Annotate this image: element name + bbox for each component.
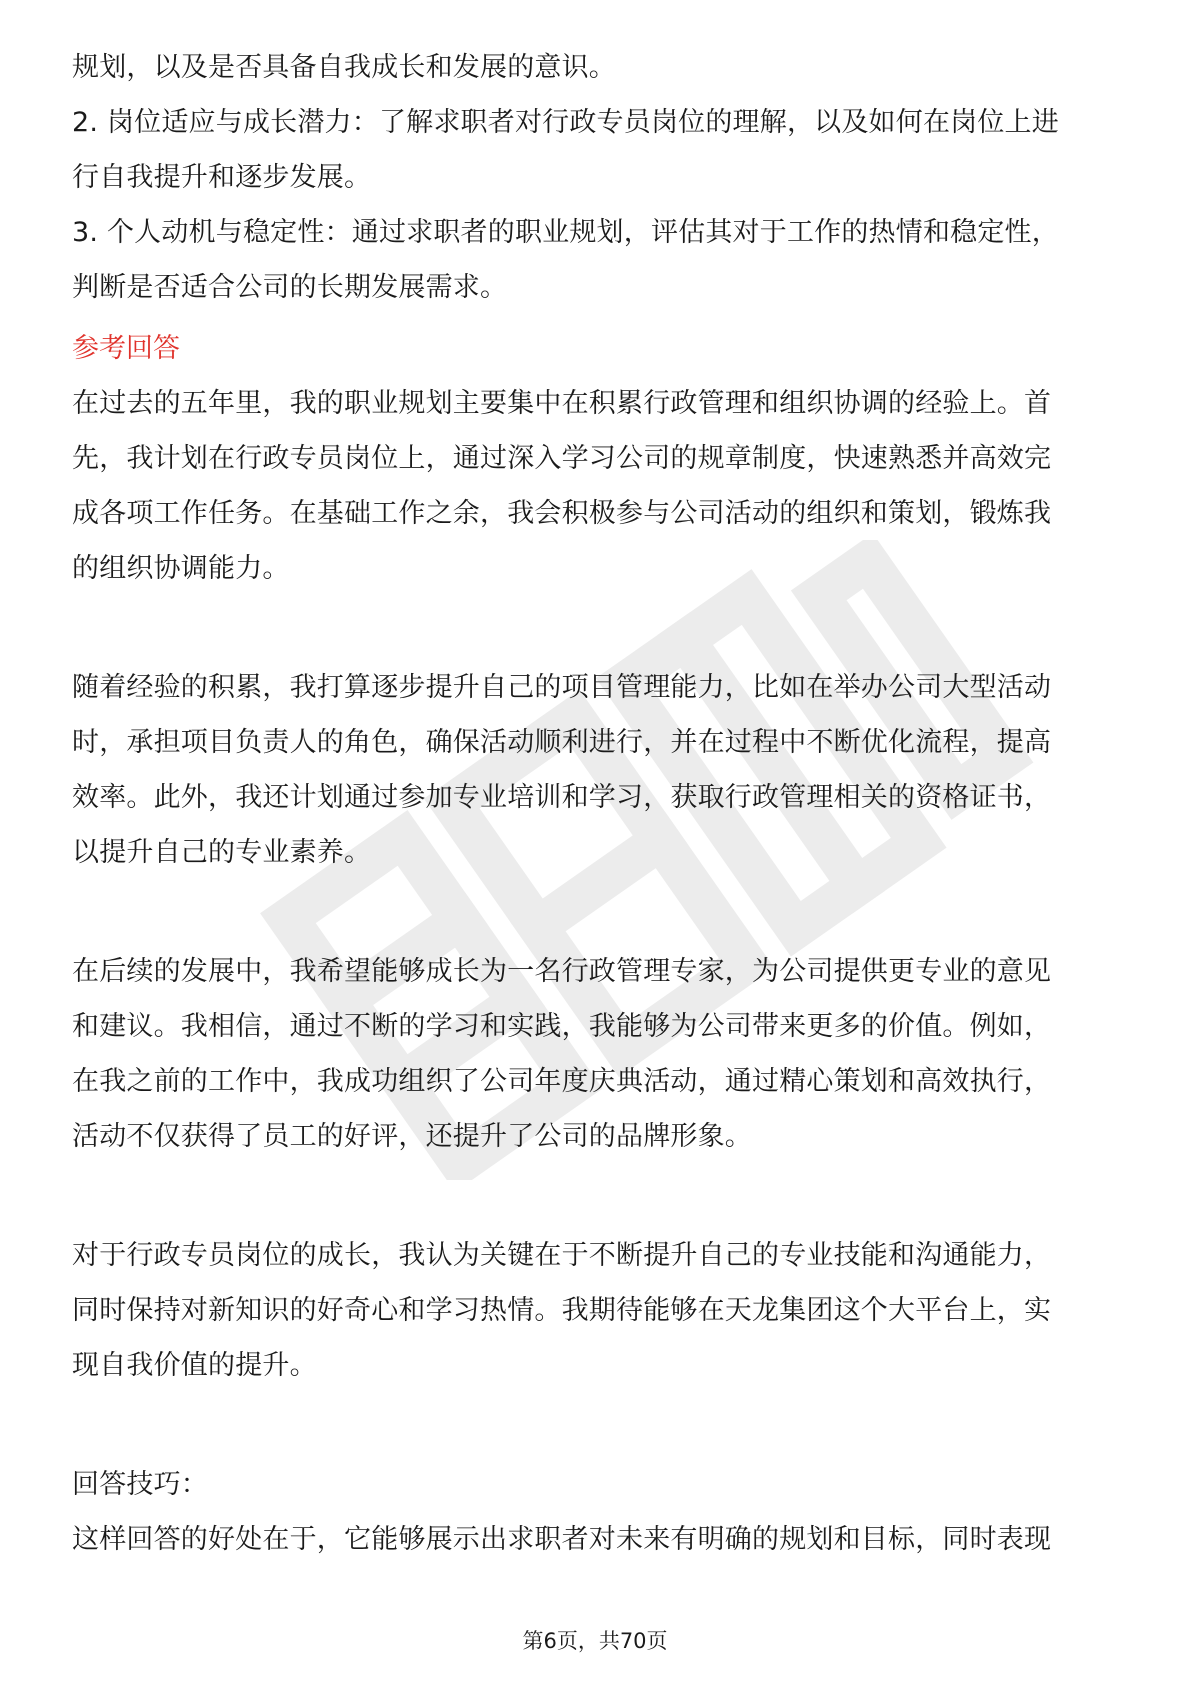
paragraph-line: 活动不仅获得了员工的好评，还提升了公司的品牌形象。 bbox=[72, 1121, 752, 1152]
paragraph-gap bbox=[72, 596, 1118, 660]
answer-paragraph-4 bbox=[72, 1228, 1118, 1393]
intro-line: 判断是否适合公司的长期发展需求。 bbox=[72, 272, 508, 303]
page-number: 第6页，共70页 bbox=[522, 1629, 668, 1653]
intro-section bbox=[72, 40, 1118, 315]
paragraph-line: 效率。此外，我还计划通过参加专业培训和学习，获取行政管理相关的资格证书， bbox=[72, 782, 1052, 813]
paragraph-line: 成各项工作任务。在基础工作之余，我会积极参与公司活动的组织和策划，锻炼我 bbox=[72, 498, 1052, 529]
document-body bbox=[72, 40, 1118, 1567]
paragraph-line: 以提升自己的专业素养。 bbox=[72, 837, 372, 868]
paragraph-line: 和建议。我相信，通过不断的学习和实践，我能够为公司带来更多的价值。例如， bbox=[72, 1011, 1052, 1042]
paragraph-gap bbox=[72, 880, 1118, 944]
answer-paragraph-1 bbox=[72, 376, 1118, 596]
paragraph-line: 在后续的发展中，我希望能够成长为一名行政管理专家，为公司提供更专业的意见 bbox=[72, 956, 1052, 987]
paragraph-line: 的组织协调能力。 bbox=[72, 553, 290, 584]
answer-heading: 参考回答 bbox=[72, 333, 180, 364]
paragraph-line: 同时保持对新知识的好奇心和学习热情。我期待能够在天龙集团这个大平台上，实 bbox=[72, 1295, 1052, 1326]
tips-line: 这样回答的好处在于，它能够展示出求职者对未来有明确的规划和目标，同时表现 bbox=[72, 1524, 1052, 1555]
paragraph-line: 现自我价值的提升。 bbox=[72, 1350, 317, 1381]
intro-line: 3. 个人动机与稳定性：通过求职者的职业规划，评估其对于工作的热情和稳定性， bbox=[72, 217, 1059, 248]
answer-paragraph-3 bbox=[72, 944, 1118, 1164]
intro-line: 规划，以及是否具备自我成长和发展的意识。 bbox=[72, 52, 616, 83]
paragraph-line: 在我之前的工作中，我成功组织了公司年度庆典活动，通过精心策划和高效执行， bbox=[72, 1066, 1052, 1097]
paragraph-gap bbox=[72, 1393, 1118, 1457]
paragraph-line: 先，我计划在行政专员岗位上，通过深入学习公司的规章制度，快速熟悉并高效完 bbox=[72, 443, 1052, 474]
paragraph-line: 对于行政专员岗位的成长，我认为关键在于不断提升自己的专业技能和沟通能力， bbox=[72, 1240, 1052, 1271]
intro-line: 行自我提升和逐步发展。 bbox=[72, 162, 372, 193]
answer-paragraph-2 bbox=[72, 660, 1118, 880]
paragraph-line: 时，承担项目负责人的角色，确保活动顺利进行，并在过程中不断优化流程，提高 bbox=[72, 727, 1052, 758]
paragraph-line: 在过去的五年里，我的职业规划主要集中在积累行政管理和组织协调的经验上。首 bbox=[72, 388, 1052, 419]
paragraph-line: 随着经验的积累，我打算逐步提升自己的项目管理能力，比如在举办公司大型活动 bbox=[72, 672, 1052, 703]
intro-line: 2. 岗位适应与成长潜力：了解求职者对行政专员岗位的理解，以及如何在岗位上进 bbox=[72, 107, 1059, 138]
paragraph-gap bbox=[72, 1164, 1118, 1228]
tips-heading: 回答技巧： bbox=[72, 1469, 208, 1500]
